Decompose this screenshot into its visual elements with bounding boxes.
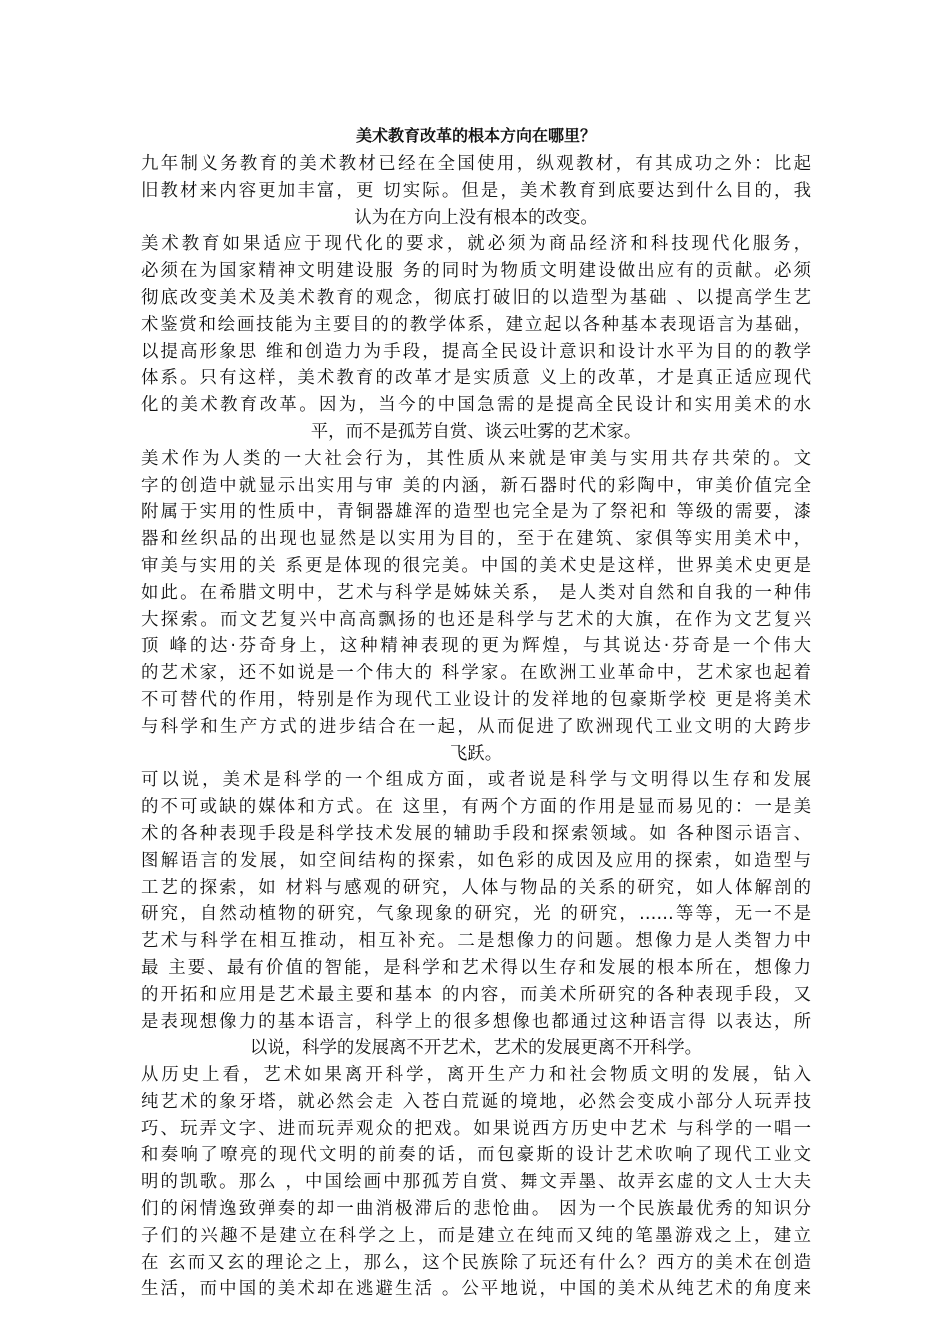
paragraph-line: 彻底改变美术及美术教育的观念，彻底打破旧的以造型为基础 、以提高学生艺 xyxy=(141,287,811,308)
paragraph-line: 附属于实用的性质中，青铜器雄浑的造型也完全是为了祭祀和 等级的需要，漆 xyxy=(141,502,811,523)
document-page xyxy=(141,121,811,1303)
paragraph-line: 明的凯歌。那么 ，中国绘画中那孤芳自赏、舞文弄墨、故弄玄虚的文人士大夫 xyxy=(141,1172,811,1193)
paragraph-line: 术的各种表现手段是科学技术发展的辅助手段和探索领域。如 各种图示语言、 xyxy=(141,823,811,844)
paragraph-line: 器和丝织品的出现也显然是以实用为目的，至于在建筑、家俱等实用美术中， xyxy=(141,529,811,550)
paragraph-line: 审美与实用的关 系更是体现的很完美。中国的美术史是这样，世界美术史更是 xyxy=(141,555,811,576)
paragraph-line: 工艺的探索，如 材料与感观的研究，人体与物品的关系的研究，如人体解剖的 xyxy=(141,877,811,898)
paragraph xyxy=(141,1062,811,1303)
paragraph-line: 美术作为人类的一大社会行为，其性质从来就是审美与实用共存共荣的。文 xyxy=(141,448,811,469)
paragraph-line: 子们的兴趣不是建立在科学之上，而是建立在纯而又纯的笔墨游戏之上，建立 xyxy=(141,1225,811,1246)
paragraph xyxy=(141,446,811,768)
paragraph-line: 纯艺术的象牙塔，就必然会走 入苍白荒诞的境地，必然会变成小部分人玩弄技 xyxy=(141,1091,811,1112)
paragraph-line: 的不可或缺的媒体和方式。在 这里，有两个方面的作用是显而易见的：一是美 xyxy=(141,797,811,818)
paragraph-line: 图解语言的发展，如空间结构的探索，如色彩的成因及应用的探索，如造型与 xyxy=(141,850,811,871)
paragraph-line: 研究，自然动植物的研究，气象现象的研究，光 的研究，……等等，无一不是 xyxy=(141,904,811,925)
paragraph-line: 与科学和生产方式的进步结合在一起，从而促进了欧洲现代工业文明的大跨步 xyxy=(141,716,811,737)
paragraph-line: 美术教育如果适应于现代化的要求，就必须为商品经济和科技现代化服务， xyxy=(141,234,811,255)
paragraph-line: 从历史上看，艺术如果离开科学，离开生产力和社会物质文明的发展，钻入 xyxy=(141,1065,811,1086)
paragraph-line: 如此。在希腊文明中，艺术与科学是姊妹关系， 是人类对自然和自我的一种伟 xyxy=(141,582,811,603)
paragraph-line: 是表现想像力的基本语言，科学上的很多想像也都通过这种语言得 以表达，所 xyxy=(141,1011,811,1032)
paragraph-line: 大探索。而文艺复兴中高高飘扬的也还是科学与艺术的大旗，在作为文艺复兴 xyxy=(141,609,811,630)
paragraph-line: 不可替代的作用，特别是作为现代工业设计的发祥地的包豪斯学校 更是将美术 xyxy=(141,689,811,710)
paragraph-line: 认为在方向上没有根本的改变。 xyxy=(354,207,598,228)
paragraph-line: 体系。只有这样，美术教育的改革才是实质意 义上的改革，才是真正适应现代 xyxy=(141,368,811,389)
paragraph-line: 化的美术教育改革。因为，当今的中国急需的是提高全民设计和实用美术的水 xyxy=(141,395,811,416)
document-body xyxy=(141,151,811,1303)
paragraph-line: 必须在为国家精神文明建设服 务的同时为物质文明建设做出应有的贡献。必须 xyxy=(141,261,811,282)
paragraph-line: 生活，而中国的美术却在逃避生活 。公平地说，中国的美术从纯艺术的角度来 xyxy=(141,1279,811,1300)
paragraph-line: 字的创造中就显示出实用与审 美的内涵，新石器时代的彩陶中，审美价值完全 xyxy=(141,475,811,496)
paragraph-line: 以提高形象思 维和创造力为手段，提高全民设计意识和设计水平为目的的教学 xyxy=(141,341,811,362)
paragraph-line: 顶 峰的达·芬奇身上，这种精神表现的更为辉煌，与其说达·芬奇是一个伟大 xyxy=(141,636,811,657)
paragraph-line: 九年制义务教育的美术教材已经在全国使用，纵观教材，有其成功之外：比起 xyxy=(141,154,811,174)
paragraph-line: 的开拓和应用是艺术最主要和基本 的内容，而美术所研究的各种表现手段，又 xyxy=(141,984,811,1005)
paragraph-line: 飞跃。 xyxy=(449,743,503,764)
paragraph-line: 在 玄而又玄的理论之上，那么，这个民族除了玩还有什么？西方的美术在创造 xyxy=(141,1252,811,1273)
document-title: 美术教育改革的根本方向在哪里？ xyxy=(355,126,596,145)
paragraph-line: 最 主要、最有价值的智能，是科学和艺术得以生存和发展的根本所在，想像力 xyxy=(141,957,811,978)
paragraph-line: 和奏响了嘹亮的现代文明的前奏的话，而包豪斯的设计艺术吹响了现代工业文 xyxy=(141,1145,811,1166)
paragraph-line: 的艺术家，还不如说是一个伟大的 科学家。在欧洲工业革命中，艺术家也起着 xyxy=(141,663,811,684)
paragraph-line: 巧、玩弄文字、进而玩弄观众的把戏。如果说西方历史中艺术 与科学的一唱一 xyxy=(141,1118,811,1139)
paragraph-line: 术鉴赏和绘画技能为主要目的的教学体系，建立起以各种基本表现语言为基础， xyxy=(141,314,811,335)
paragraph xyxy=(141,151,811,231)
paragraph-line: 旧教材来内容更加丰富，更 切实际。但是，美术教育到底要达到什么目的，我 xyxy=(141,180,811,201)
paragraph-line: 平，而不是孤芳自赏、谈云吐雾的艺术家。 xyxy=(310,421,642,442)
paragraph-line: 以说，科学的发展离不开艺术，艺术的发展更离不开科学。 xyxy=(249,1038,703,1059)
paragraph-line: 艺术与科学在相互推动，相互补充。二是想像力的问题。想像力是人类智力中 xyxy=(141,931,811,952)
paragraph-line: 们的闲情逸致弹奏的却一曲消极滞后的悲怆曲。 因为一个民族最优秀的知识分 xyxy=(141,1199,811,1220)
paragraph xyxy=(141,231,811,445)
paragraph xyxy=(141,767,811,1062)
paragraph-line: 可以说，美术是科学的一个组成方面，或者说是科学与文明得以生存和发展 xyxy=(141,770,811,791)
